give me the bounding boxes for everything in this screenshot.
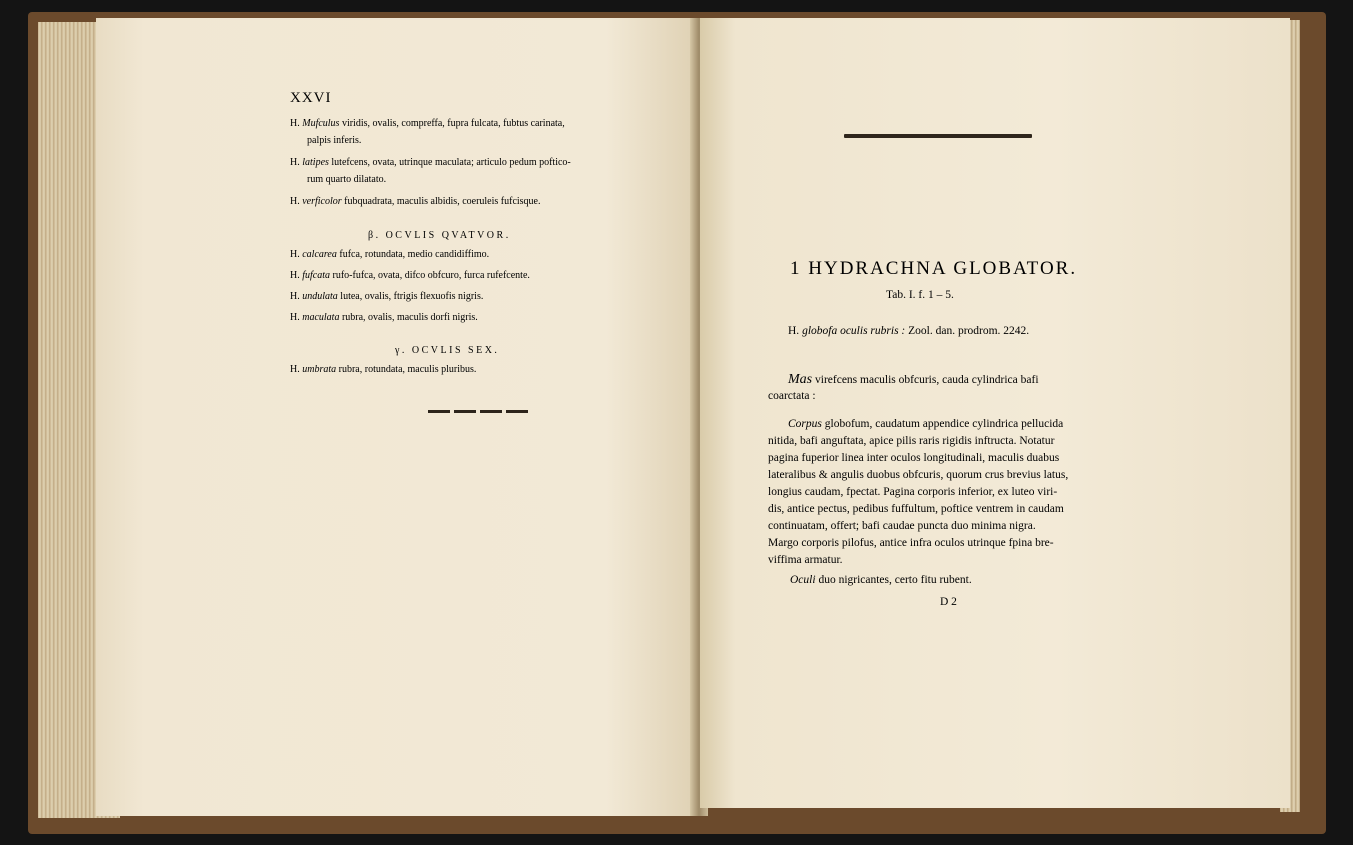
entry-continuation: rum quarto dilatato. xyxy=(307,174,387,185)
left-page xyxy=(96,18,696,816)
page-number-header: XXVI xyxy=(290,90,332,106)
head-rule xyxy=(844,134,1032,138)
entry-line: H. Mufculus viridis, ovalis, compreffa, fupra fulcata, fubtus carinata, xyxy=(290,118,565,129)
section-end-rule xyxy=(428,410,528,413)
synonym-line: H. globofa oculis rubris : Zool. dan. prodrom. 2242. xyxy=(788,325,1030,337)
signature-mark: D 2 xyxy=(940,596,957,608)
paragraph-line: nitida, bafi anguftata, apice pilis raris rigidis inftructa. Notatur xyxy=(768,435,1055,447)
paragraph-line: pagina fuperior linea inter oculos longitudinali, maculis duabus xyxy=(768,452,1060,464)
paragraph-line: Corpus globofum, caudatum appendice cylindrica pellucida xyxy=(788,418,1064,430)
section-heading-beta: β. OCVLIS QVATVOR. xyxy=(368,230,511,241)
paragraph-line: longius caudam, fpectat. Pagina corporis inferior, ex luteo viri- xyxy=(768,486,1058,498)
paragraph-line: continuatam, offert; bafi caudae puncta duo minima nigra. xyxy=(768,520,1036,532)
entry-line: H. umbrata rubra, rotundata, maculis pluribus. xyxy=(290,364,477,375)
paragraph-line: dis, antice pectus, pedibus fuffultum, poftice ventrem in caudam xyxy=(768,503,1064,515)
entry-continuation: palpis inferis. xyxy=(307,135,362,146)
plate-reference: Tab. I. f. 1 – 5. xyxy=(886,289,954,301)
paragraph-line: Margo corporis pilofus, antice infra oculos utrinque fpina bre- xyxy=(768,537,1054,549)
paragraph-line: viffima armatur. xyxy=(768,554,843,566)
entry-line: H. calcarea fufca, rotundata, medio candidiffimo. xyxy=(290,249,490,260)
entry-line: H. verficolor fubquadrata, maculis albidis, coeruleis fufcisque. xyxy=(290,196,541,207)
paragraph-line: Oculi duo nigricantes, certo fitu rubent. xyxy=(790,574,972,586)
entry-line: H. maculata rubra, ovalis, maculis dorfi nigris. xyxy=(290,312,478,323)
paragraph-line: Mas virefcens maculis obfcuris, cauda cylindrica bafi xyxy=(788,372,1039,387)
paragraph-line: coarctata : xyxy=(768,390,816,402)
section-heading-gamma: γ. OCVLIS SEX. xyxy=(395,345,500,356)
paragraph-line: lateralibus & angulis duobus obfcuris, quorum crus brevius latus, xyxy=(768,469,1069,481)
entry-line: H. fufcata rufo-fufca, ovata, difco obfcuro, furca rufefcente. xyxy=(290,270,530,281)
entry-line: H. latipes lutefcens, ovata, utrinque maculata; articulo pedum poftico- xyxy=(290,157,571,168)
species-title: 1 HYDRACHNA GLOBATOR. xyxy=(790,258,1078,279)
entry-line: H. undulata lutea, ovalis, ftrigis flexuofis nigris. xyxy=(290,291,484,302)
